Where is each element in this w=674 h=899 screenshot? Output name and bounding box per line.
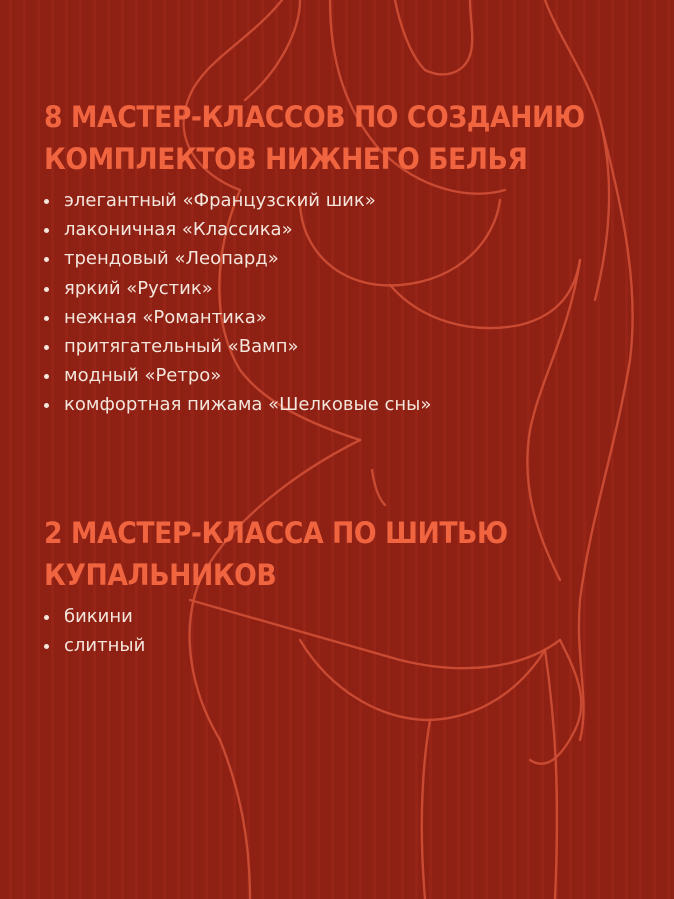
list-item: притягательный «Вамп» bbox=[44, 332, 654, 361]
swimwear-heading-line1: 2 МАСТЕР-КЛАССА ПО ШИТЬЮ bbox=[44, 516, 508, 550]
lingerie-heading-line2: КОМПЛЕКТОВ НИЖНЕГО БЕЛЬЯ bbox=[44, 142, 528, 176]
swimwear-heading-line2: КУПАЛЬНИКОВ bbox=[44, 558, 277, 592]
list-item: лаконичная «Классика» bbox=[44, 215, 654, 244]
list-item: комфортная пижама «Шелковые сны» bbox=[44, 390, 654, 419]
lingerie-heading-line1: 8 МАСТЕР-КЛАССОВ ПО СОЗДАНИЮ bbox=[44, 100, 585, 134]
list-item: трендовый «Леопард» bbox=[44, 244, 654, 273]
list-item: слитный bbox=[44, 631, 654, 660]
swimwear-list bbox=[44, 602, 654, 660]
swimwear-heading bbox=[44, 512, 605, 596]
swimwear-section bbox=[44, 512, 654, 660]
lingerie-section bbox=[44, 96, 654, 420]
lingerie-heading bbox=[44, 96, 605, 180]
list-item: нежная «Романтика» bbox=[44, 303, 654, 332]
list-item: яркий «Рустик» bbox=[44, 274, 654, 303]
list-item: модный «Ретро» bbox=[44, 361, 654, 390]
lingerie-list bbox=[44, 186, 654, 420]
list-item: бикини bbox=[44, 602, 654, 631]
list-item: элегантный «Французский шик» bbox=[44, 186, 654, 215]
